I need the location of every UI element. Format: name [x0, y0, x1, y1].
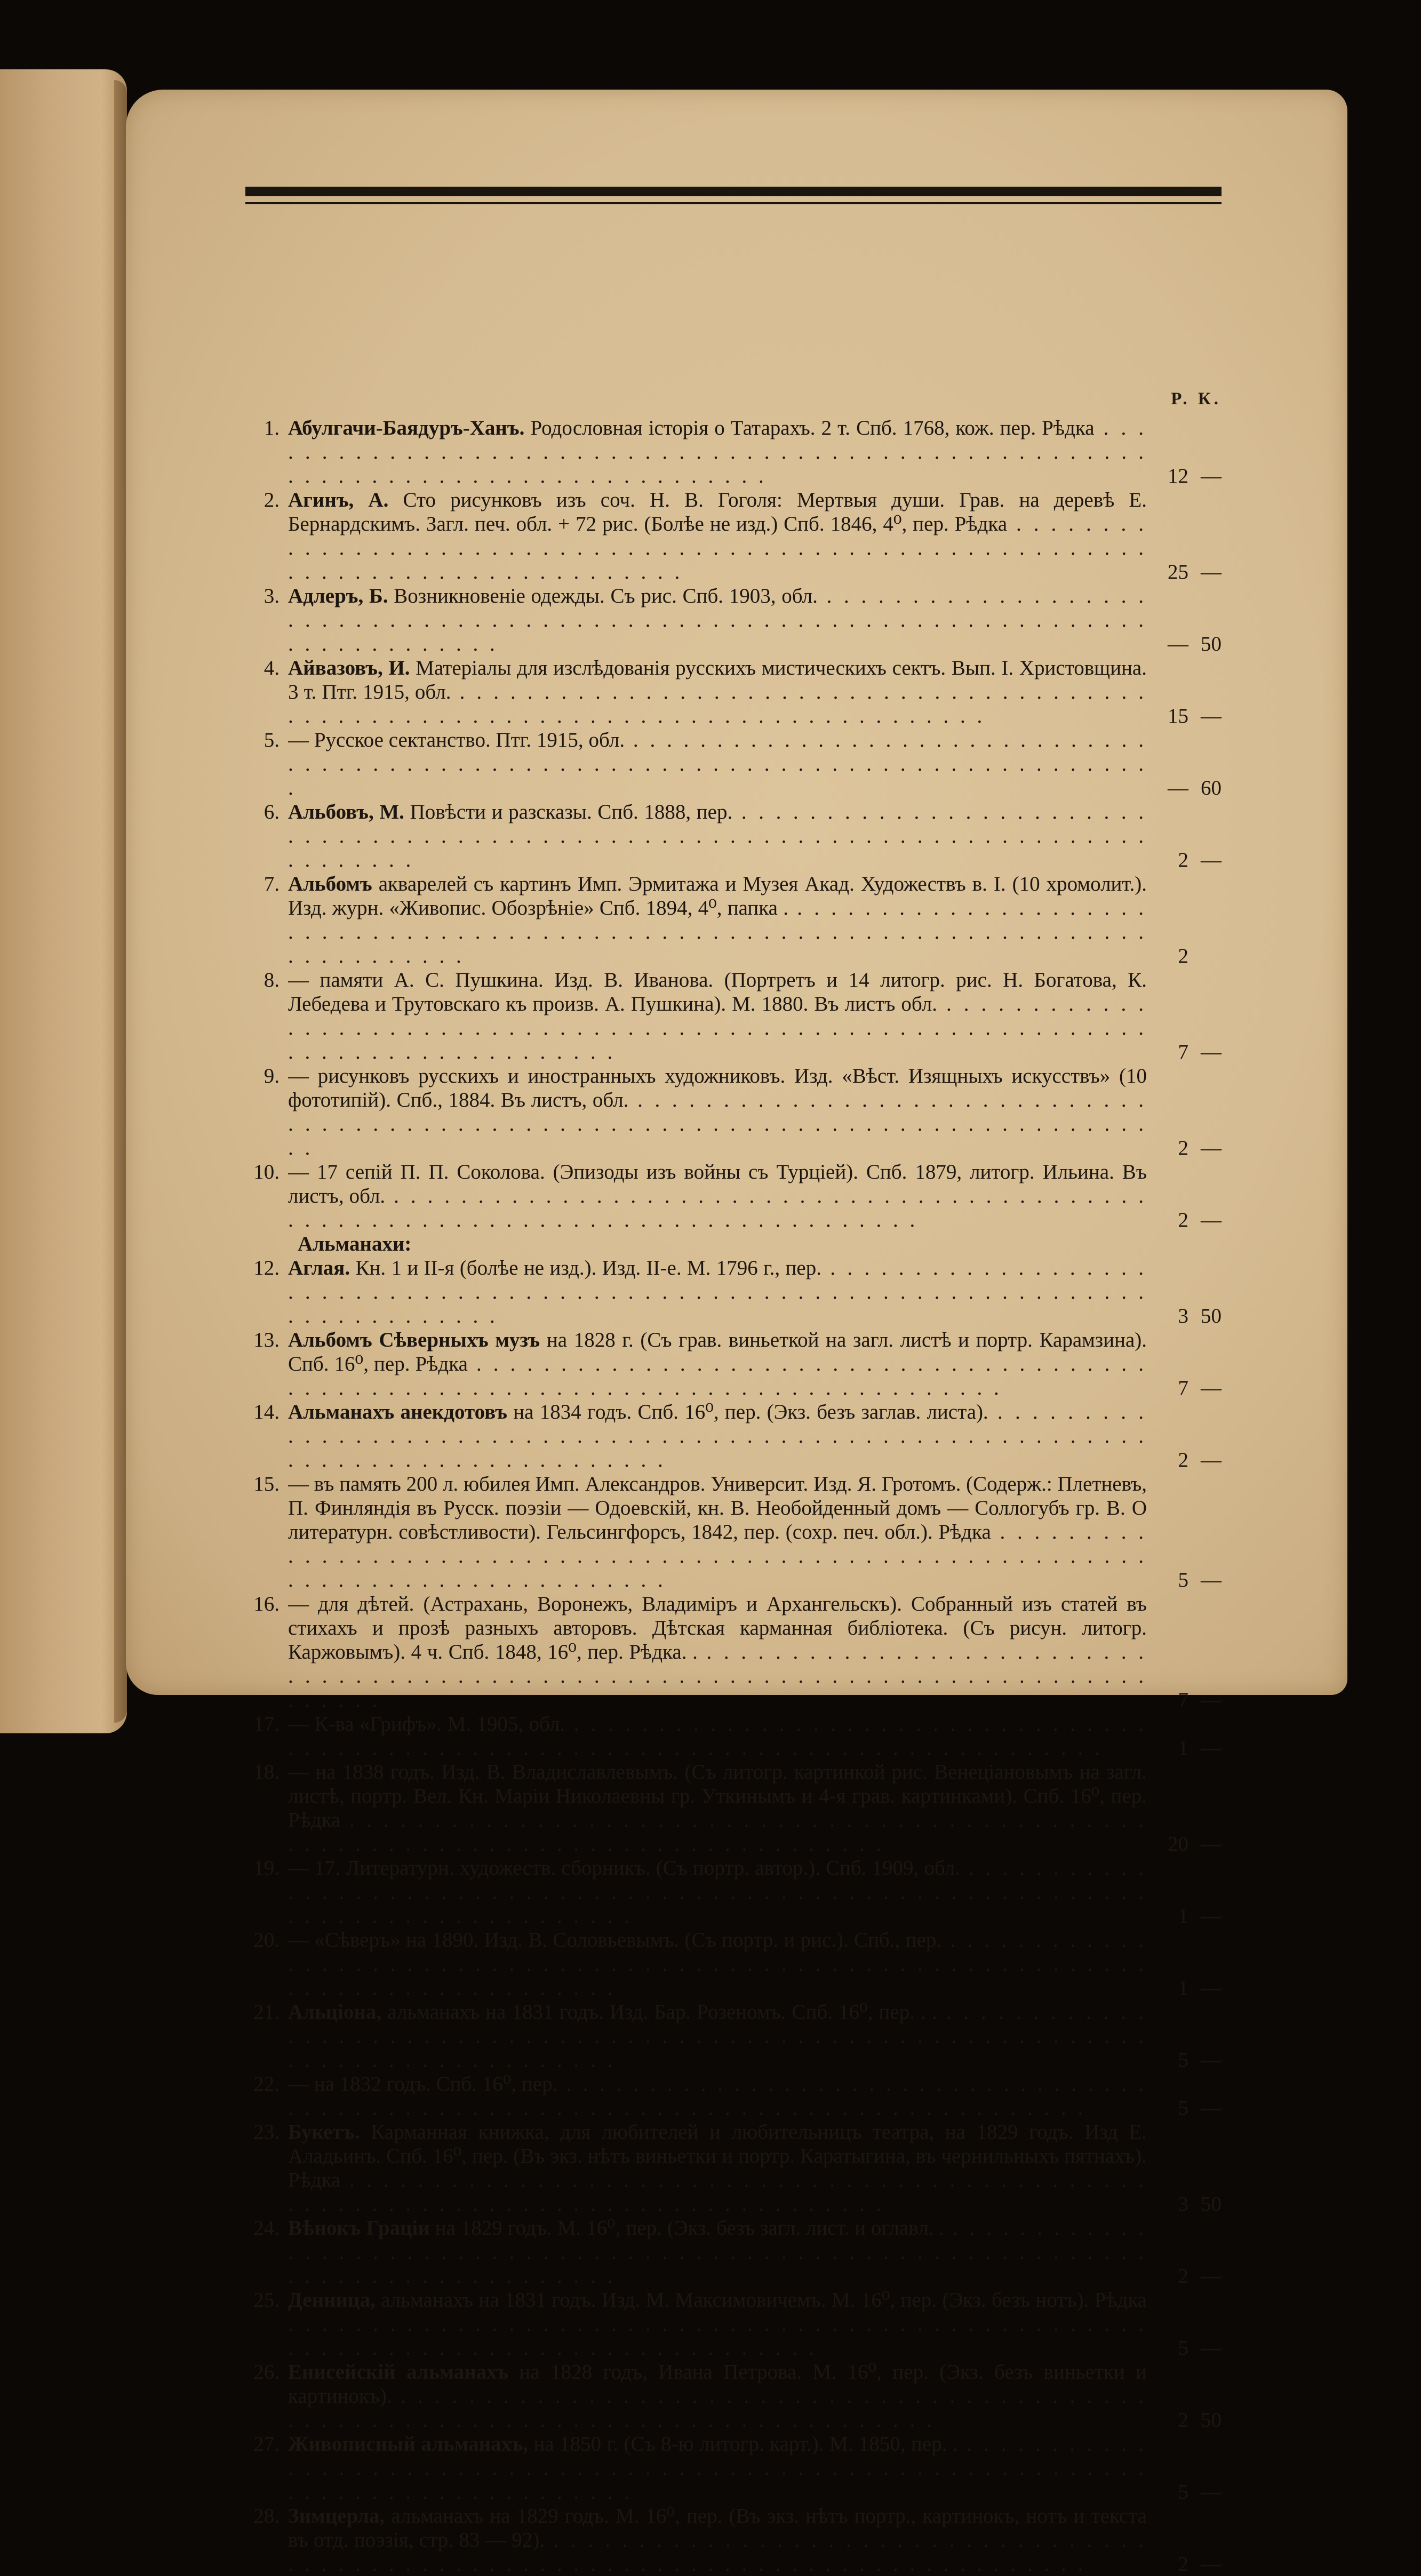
entry-text — [288, 1472, 1147, 1592]
catalog-entry — [235, 872, 1222, 968]
entry-price — [1147, 1448, 1222, 1472]
entry-price — [1147, 1208, 1222, 1232]
page-fold — [114, 80, 127, 1723]
price-kopecks: — — [1201, 2553, 1222, 2575]
price-kopecks: — — [1201, 2049, 1222, 2071]
entry-text — [288, 584, 1147, 656]
entry-description: — для дѣтей. (Астрахань, Воронежъ, Владиміръ и Архангельскъ). Собранный изъ статей въ стихахъ и прозѣ разныхъ авторовъ. Дѣтская карманная библіотека. (Съ рисун. литогр. Каржовымъ). 4 ч. Спб. 1848, 16⁰, пер. Рѣдка. . . . . — [288, 1593, 1147, 1711]
entry-number: 21. — [253, 2001, 280, 2023]
catalog-entry — [235, 2288, 1222, 2360]
price-rubles: 25 — [1168, 561, 1188, 583]
price-kopecks: — — [1201, 1689, 1222, 1711]
entry-text — [288, 488, 1147, 584]
entry-price — [1147, 1832, 1222, 1856]
price-rubles: 15 — [1168, 705, 1188, 727]
price-kopecks: — — [1201, 1041, 1222, 1063]
price-rubles: 2 — [1178, 2265, 1188, 2287]
entry-description: Возникновеніе одежды. Съ рис. Спб. 1903, обл. . . . — [288, 585, 1147, 655]
catalog-entry — [235, 728, 1222, 800]
entry-text — [288, 2504, 1147, 2576]
entry-price — [1147, 464, 1222, 488]
header-rule-thin — [245, 202, 1222, 204]
price-kopecks: 60 — [1201, 777, 1222, 799]
entry-number: 2. — [264, 489, 280, 511]
catalog-entry — [235, 2432, 1222, 2504]
price-rubles: 7 — [1178, 1041, 1188, 1063]
entry-description: — «Сѣверъ» на 1890. Изд. В. Соловьевымъ. (Съ портр. и рис.). Спб., пер. . . . — [288, 1929, 1147, 1999]
section-heading: Альманахи: — [298, 1233, 412, 1255]
entry-text — [288, 2000, 1147, 2072]
entry-text — [288, 2072, 1147, 2120]
entry-author: Альціона, — [288, 2001, 382, 2023]
entry-price — [1147, 2480, 1222, 2504]
entry-text — [288, 2288, 1147, 2360]
entry-description: альманахъ на 1831 годъ. Изд. Бар. Розеномъ. Спб. 16⁰, пер. . . . . . — [288, 2001, 1147, 2071]
price-rubles: 1 — [1178, 1737, 1188, 1759]
entry-author: Айвазовъ, И. — [288, 657, 410, 679]
price-rubles: 20 — [1168, 1833, 1188, 1855]
entry-number: 5. — [264, 729, 280, 751]
price-rubles: 2 — [1178, 2553, 1188, 2575]
entry-description: на 1828 г. (Съ грав. виньеткой на загл. листѣ и портр. Карамзина). Спб. 16⁰, пер. Рѣдка . . . — [288, 1329, 1147, 1399]
entry-price — [1147, 1376, 1222, 1400]
catalog-entry — [235, 1400, 1222, 1472]
entry-price — [1147, 704, 1222, 728]
entry-number: 22. — [253, 2073, 280, 2095]
entry-number: 1. — [264, 417, 280, 439]
entry-description: на 1834 годъ. Спб. 16⁰, пер. (Экз. безъ заглав. листа). . . . — [288, 1401, 1147, 1471]
entry-author: Букетъ. — [288, 2121, 360, 2143]
price-rubles: 2 — [1178, 2409, 1188, 2431]
entry-description: Сто рисунковъ изъ соч. Н. В. Гоголя: Мертвыя души. Грав. на деревѣ Е. Бернардскимъ. Загл. печ. обл. + 72 рис. (Болѣе не изд.) Спб. 1846, 4⁰, пер. Рѣдка . . . — [288, 489, 1147, 583]
price-rubles: 7 — [1178, 1377, 1188, 1399]
entry-description: на 1850 г. (Съ 8-ю литогр. карт.). М. 1850, пер. . . . . — [288, 2433, 1147, 2503]
price-kopecks: — — [1201, 1737, 1222, 1759]
entry-number: 3. — [264, 585, 280, 607]
entry-author: Альбомъ — [288, 873, 372, 895]
price-rubles: 2 — [1178, 945, 1188, 967]
price-rubles: 2 — [1178, 1449, 1188, 1471]
price-rubles: 7 — [1178, 1689, 1188, 1711]
entry-price — [1147, 848, 1222, 872]
entry-text — [288, 728, 1147, 800]
price-kopecks: — — [1201, 705, 1222, 727]
price-kopecks: 50 — [1201, 2409, 1222, 2431]
catalog-entry — [235, 2360, 1222, 2432]
catalog-entry — [235, 584, 1222, 656]
entry-price — [1147, 2264, 1222, 2288]
catalog-entry — [235, 2504, 1222, 2576]
entry-text — [288, 1712, 1147, 1760]
catalog-entry — [235, 1712, 1222, 1760]
currency-header: Р. К. — [1171, 389, 1222, 409]
price-rubles: 1 — [1178, 1905, 1188, 1927]
catalog-entry — [235, 1064, 1222, 1160]
catalog-entry — [235, 800, 1222, 872]
entry-author: Альбовъ, М. — [288, 801, 404, 823]
entry-text — [288, 800, 1147, 872]
entry-number: 6. — [264, 801, 280, 823]
price-kopecks — [1188, 944, 1222, 968]
price-rubles: 3 — [1178, 2193, 1188, 2215]
price-rubles: 2 — [1178, 1209, 1188, 1231]
price-rubles: 12 — [1168, 465, 1188, 487]
entry-price — [1147, 560, 1222, 584]
entry-text — [288, 2216, 1147, 2288]
entry-description: — рисунковъ русскихъ и иностранныхъ художниковъ. Изд. «Вѣст. Изящныхъ искусствъ» (10 фототипій). Спб., 1884. Въ листъ, обл. . . . — [288, 1065, 1147, 1159]
entry-price — [1147, 2096, 1222, 2120]
price-rubles: 2 — [1178, 849, 1188, 871]
entry-number: 12. — [253, 1257, 280, 1279]
header-rule-thick — [245, 187, 1222, 196]
price-kopecks: 50 — [1201, 2193, 1222, 2215]
entry-description: Повѣсти и разсказы. Спб. 1888, пер. . . . — [288, 801, 1147, 871]
entry-price — [1147, 2336, 1222, 2360]
entry-number: 17. — [253, 1713, 280, 1735]
price-rubles: 5 — [1178, 2481, 1188, 2503]
price-kopecks: — — [1201, 1905, 1222, 1927]
catalog-entry — [235, 1760, 1222, 1856]
entry-price — [1147, 1688, 1222, 1712]
entry-description: Карманная книжка, для любителей и любительницъ театра, на 1829 годъ. Изд Е. Аладьинъ. Спб. 16⁰, пер. (Въ экз. нѣтъ виньетки и портр. Каратыгина, въ чернильныхъ пятнахъ). Рѣдка . . . — [288, 2121, 1147, 2215]
catalog-entry — [235, 2216, 1222, 2288]
entry-author: Агинъ, А. — [288, 489, 389, 511]
entry-number: 25. — [253, 2289, 280, 2311]
catalog-entry — [235, 1592, 1222, 1712]
left-page-edge — [0, 69, 127, 1733]
entry-price — [1147, 1568, 1222, 1592]
catalog-entry — [235, 656, 1222, 728]
catalog-entry — [235, 1472, 1222, 1592]
entry-author: Альманахъ анекдотовъ — [288, 1401, 507, 1423]
catalog-entry — [235, 2072, 1222, 2120]
entry-number: 27. — [253, 2433, 280, 2455]
entry-description: — 17 сепій П. П. Соколова. (Эпизоды изъ войны съ Турціей). Спб. 1879, литогр. Ильина. Въ листъ, обл. . . . — [288, 1161, 1147, 1231]
entry-author: Зимцерла, — [288, 2505, 385, 2527]
price-rubles: — — [1168, 777, 1188, 799]
entry-description: альманахъ на 1829 годъ. М. 16⁰, пер. (Въ экз. нѣтъ портр., картинокъ, нотъ и текста въ отд. поэзія, стр. 83 — 92). . . . — [288, 2505, 1147, 2575]
entry-number: 14. — [253, 1401, 280, 1423]
entry-number: 19. — [253, 1857, 280, 1879]
entry-price — [1147, 776, 1222, 800]
catalog-entry — [235, 488, 1222, 584]
entry-description: Кн. 1 и II-я (болѣе не изд.). Изд. II-е. М. 1796 г., пер. . . . — [288, 1257, 1147, 1327]
entry-price — [1147, 2048, 1222, 2072]
entry-text — [288, 1328, 1147, 1400]
catalog-entry — [235, 1856, 1222, 1928]
entry-author: Абулгачи-Баядуръ-Ханъ. — [288, 417, 525, 439]
entry-price — [1147, 2192, 1222, 2216]
price-kopecks: — — [1201, 1377, 1222, 1399]
entry-author: Адлеръ, Б. — [288, 585, 388, 607]
price-rubles: 3 — [1178, 1305, 1188, 1327]
price-kopecks: 50 — [1201, 1305, 1222, 1327]
entry-description: на 1828 годъ, Ивана Петрова. М. 16⁰, пер. (Экз. безъ виньетки и картинокъ). . . . — [288, 2361, 1147, 2431]
entry-number: 15. — [253, 1473, 280, 1495]
price-kopecks: — — [1201, 1977, 1222, 1999]
entry-text — [288, 1400, 1147, 1472]
catalog-entry — [235, 1256, 1222, 1328]
entry-description: — К-ва «Грифъ». М. 1905, обл. . . . — [288, 1713, 1147, 1759]
entry-price — [1147, 632, 1222, 656]
price-rubles: 5 — [1178, 2049, 1188, 2071]
entry-number: 20. — [253, 1929, 280, 1951]
entry-text — [288, 968, 1147, 1064]
entry-description: на 1829 годъ. М. 16⁰, пер. (Экз. безъ загл. лист. и оглавл. . . . . — [288, 2217, 1147, 2287]
price-kopecks: 50 — [1201, 633, 1222, 655]
entry-price — [1147, 1976, 1222, 2000]
entry-author: Альбомъ Сѣверныхъ музъ — [288, 1329, 540, 1351]
catalog-entry — [235, 1160, 1222, 1232]
price-kopecks: — — [1201, 465, 1222, 487]
price-rubles: 5 — [1178, 2097, 1188, 2119]
entry-number: 24. — [253, 2217, 280, 2239]
price-kopecks: — — [1201, 2097, 1222, 2119]
entry-description: акварелей съ картинъ Имп. Эрмитажа и Музея Акад. Художествъ в. I. (10 хромолит.). Изд. журн. «Живопис. Обозрѣніе» Спб. 1894, 4⁰, папка . . . . — [288, 873, 1147, 967]
price-kopecks: — — [1201, 1833, 1222, 1855]
entry-author: Енисейскій альманахъ — [288, 2361, 508, 2383]
catalog-entry — [235, 2120, 1222, 2216]
entry-text — [288, 1064, 1147, 1160]
entry-text — [288, 2120, 1147, 2216]
entry-number: 8. — [264, 969, 280, 991]
entry-text — [288, 1928, 1147, 2000]
price-rubles: 2 — [1178, 1137, 1188, 1159]
entry-price — [1147, 1136, 1222, 1160]
entry-number: 7. — [264, 873, 280, 895]
entry-price — [1147, 1040, 1222, 1064]
entry-number: 10. — [253, 1161, 280, 1183]
entry-description: Матеріалы для изслѣдованія русскихъ мистическихъ сектъ. Вып. I. Христовщина. 3 т. Птг. 1915, обл. . . . — [288, 657, 1147, 727]
price-rubles: 5 — [1178, 1569, 1188, 1591]
entry-number: 28. — [253, 2505, 280, 2527]
entry-number: 16. — [253, 1593, 280, 1615]
price-kopecks: — — [1201, 2481, 1222, 2503]
entry-text — [288, 2360, 1147, 2432]
entry-description: альманахъ на 1831 годъ. Изд. М. Максимовичемъ. М. 16⁰, пер. (Экз. безъ нотъ). Рѣдка . . . — [288, 2289, 1147, 2359]
entry-price — [1147, 1304, 1222, 1328]
entry-price — [1147, 944, 1222, 968]
entry-number: 23. — [253, 2121, 280, 2143]
price-kopecks: — — [1201, 2337, 1222, 2359]
entry-text — [288, 656, 1147, 728]
entry-text — [288, 872, 1147, 968]
entry-text — [288, 416, 1147, 488]
entry-author: Живописный альманахъ, — [288, 2433, 529, 2455]
catalog-list — [235, 416, 1222, 2576]
price-kopecks: — — [1201, 1569, 1222, 1591]
entry-description: — на 1838 годъ. Изд. В. Владиславлевымъ. (Съ литогр. картинкой рис. Венеціановымъ на загл. листѣ, портр. Вел. Кн. Маріи Николаевны гр. Уткинымъ и 4-я грав. картинками). Спб. 16⁰, пер. Рѣдка . . . — [288, 1761, 1147, 1855]
catalog-entry — [235, 2000, 1222, 2072]
price-rubles: 1 — [1178, 1977, 1188, 1999]
price-kopecks: — — [1201, 1137, 1222, 1159]
entry-description: — Русское сектанство. Птг. 1915, обл. . . . — [288, 729, 1147, 799]
price-kopecks: — — [1201, 2265, 1222, 2287]
entry-author: Аглая. — [288, 1257, 350, 1279]
entry-author: Вѣнокъ Грацiи — [288, 2217, 430, 2239]
entry-text — [288, 1592, 1147, 1712]
price-kopecks: — — [1201, 561, 1222, 583]
entry-author: Денница, — [288, 2289, 376, 2311]
entry-price — [1147, 1904, 1222, 1928]
entry-text — [288, 1760, 1147, 1856]
entry-text — [288, 1856, 1147, 1928]
entry-description: — памяти А. С. Пушкина. Изд. В. Иванова. (Портретъ и 14 литогр. рис. Н. Богатова, К. Лебедева и Трутовскаго къ произв. А. Пушкина). М. 1880. Въ листъ обл. . . . — [288, 969, 1147, 1063]
entry-description: — 17. Литературн. художеств. сборникъ. (Съ портр. автор.). Спб. 1909, обл. . . . — [288, 1857, 1147, 1927]
catalog-entry — [235, 416, 1222, 488]
entry-number: 13. — [253, 1329, 280, 1351]
price-rubles: 5 — [1178, 2337, 1188, 2359]
price-kopecks: — — [1201, 1449, 1222, 1471]
entry-price — [1147, 2552, 1222, 2576]
price-kopecks: — — [1201, 849, 1222, 871]
catalog-entry — [235, 968, 1222, 1064]
price-rubles: — — [1168, 633, 1188, 655]
entry-number: 26. — [253, 2361, 280, 2383]
catalog-entry — [235, 1328, 1222, 1400]
entry-number: 18. — [253, 1761, 280, 1783]
entry-text — [288, 1256, 1147, 1328]
entry-price — [1147, 2408, 1222, 2432]
entry-number: 9. — [264, 1065, 280, 1087]
entry-description: Родословная історія о Татарахъ. 2 т. Спб. 1768, кож. пер. Рѣдка . . . — [288, 417, 1147, 487]
entry-description: — на 1832 годъ. Спб. 16⁰, пер. . . . — [288, 2073, 1147, 2119]
price-kopecks: — — [1201, 1209, 1222, 1231]
catalog-entry — [235, 1928, 1222, 2000]
entry-text — [288, 2432, 1147, 2504]
entry-description: — въ память 200 л. юбилея Имп. Александров. Университ. Изд. Я. Гротомъ. (Содерж.: Плетневъ, П. Финляндія въ Русск. поэзіи — Одоевскій, кн. В. Необойденный домъ — Соллогубъ гр. В. О литературн. совѣстливости). Гельсингфорсъ, 1842, пер. (сохр. печ. обл.). Рѣдка . . . — [288, 1473, 1147, 1591]
entry-number: 4. — [264, 657, 280, 679]
entry-price — [1147, 1736, 1222, 1760]
entry-text — [288, 1160, 1147, 1232]
